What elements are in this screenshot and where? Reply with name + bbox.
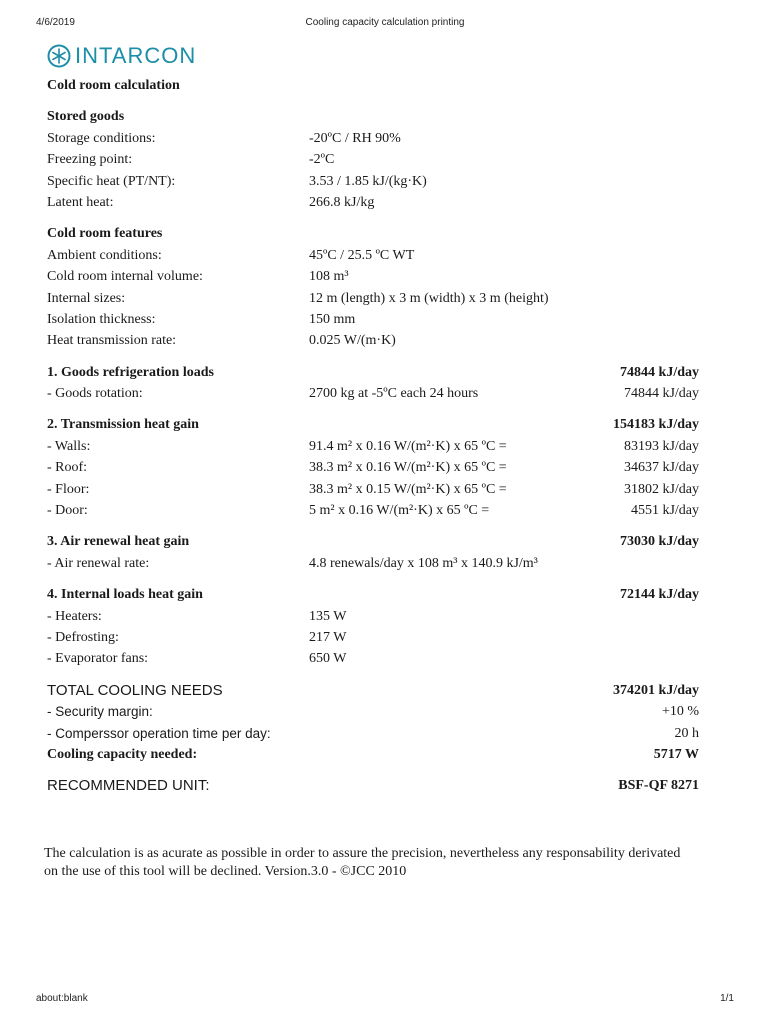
section-heading-goods-loads: 1. Goods refrigeration loads 74844 kJ/day — [47, 364, 699, 380]
print-title: Cooling capacity calculation printing — [305, 17, 465, 28]
calculation-report — [47, 75, 699, 797]
disclaimer-text: The calculation is as acurate as possible in order to assure the precision, nevertheless any responsability derivated on the use of this tool will be declined. Version.3.0 - ©JCC 2010 — [44, 846, 681, 879]
cooling-capacity-row: Cooling capacity needed: 5717 W — [47, 746, 699, 762]
brand-wordmark: INTARCON — [75, 43, 197, 68]
specific-heat-row: Specific heat (PT/NT): 3.53 / 1.85 kJ/(kg·K) — [47, 173, 427, 189]
latent-heat-row: Latent heat: 266.8 kJ/kg — [47, 194, 375, 210]
goods-rotation-row: - Goods rotation: 2700 kg at -5ºC each 24 hours 74844 kJ/day — [47, 386, 699, 402]
total-cooling-value: 374201 kJ/day — [613, 682, 699, 698]
roof-row: - Roof: 38.3 m² x 0.16 W/(m²·K) x 65 ºC = 34637 kJ/day — [47, 460, 699, 476]
door-row: - Door: 5 m² x 0.16 W/(m²·K) x 65 ºC = 4551 kJ/day — [47, 503, 699, 519]
section-heading-air-renewal: 3. Air renewal heat gain 73030 kJ/day — [47, 534, 699, 550]
brand-logo — [46, 44, 196, 68]
heat-transmission-row: Heat transmission rate: 0.025 W/(m·K) — [47, 333, 396, 349]
doc-title: Cold room calculation — [47, 78, 180, 93]
recommended-unit-row — [47, 775, 699, 796]
recommended-unit-value: BSF-QF 8271 — [618, 778, 699, 794]
print-footer — [36, 993, 734, 1009]
storage-conditions-row: Storage conditions: -20ºC / RH 90% — [47, 130, 401, 146]
print-header — [36, 17, 734, 33]
walls-row: - Walls: 91.4 m² x 0.16 W/(m²·K) x 65 ºC = 83193 kJ/day — [47, 438, 699, 454]
air-renewal-rate-row: - Air renewal rate: 4.8 renewals/day x 108 m³ x 140.9 kJ/m³ — [47, 555, 538, 571]
section-heading-stored-goods: Stored goods — [47, 109, 125, 125]
ambient-conditions-row: Ambient conditions: 45ºC / 25.5 ºC WT — [47, 247, 415, 263]
total-cooling-label: TOTAL COOLING NEEDS — [47, 681, 223, 699]
internal-volume-row: Cold room internal volume: 108 m³ — [47, 269, 349, 285]
recommended-unit-label: RECOMMENDED UNIT: — [47, 777, 210, 795]
section-heading-cold-room: Cold room features — [47, 226, 163, 242]
total-cooling-needs-row — [47, 680, 699, 701]
isolation-thickness-row: Isolation thickness: 150 mm — [47, 311, 356, 327]
defrosting-row: - Defrosting: 217 W — [47, 629, 347, 645]
print-date: 4/6/2019 — [36, 17, 75, 28]
page-number: 1/1 — [720, 993, 734, 1004]
internal-sizes-row: Internal sizes: 12 m (length) x 3 m (width) x 3 m (height) — [47, 290, 549, 306]
operation-time-row: - Comperssor operation time per day: 20 h — [47, 725, 699, 741]
section-heading-transmission: 2. Transmission heat gain 154183 kJ/day — [47, 417, 699, 433]
floor-row: - Floor: 38.3 m² x 0.15 W/(m²·K) x 65 ºC = 31802 kJ/day — [47, 481, 699, 497]
heaters-row: - Heaters: 135 W — [47, 608, 347, 624]
section-heading-internal-loads: 4. Internal loads heat gain 72144 kJ/day — [47, 587, 699, 603]
snowflake-icon — [46, 44, 72, 68]
print-url: about:blank — [36, 993, 88, 1004]
evaporator-fans-row: - Evaporator fans: 650 W — [47, 651, 347, 667]
freezing-point-row: Freezing point: -2ºC — [47, 152, 335, 168]
security-margin-row: - Security margin: +10 % — [47, 704, 699, 720]
